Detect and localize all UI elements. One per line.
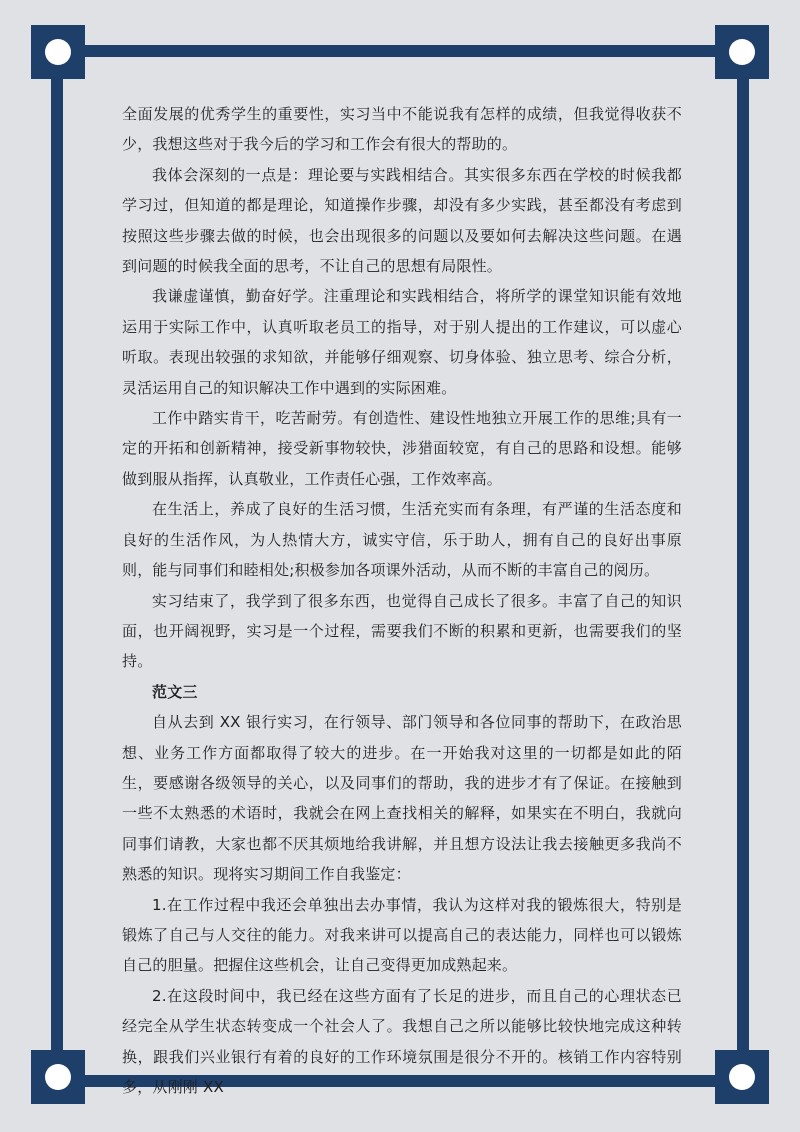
corner-circle-icon — [45, 39, 71, 65]
corner-top-left — [31, 25, 85, 79]
paragraph: 我体会深刻的一点是：理论要与实践相结合。其实很多东西在学校的时候我都学习过，但知道的都是理论，知道操作步骤，却没有多少实践，甚至都没有考虑到按照这些步骤去做的时候，也会出现很多的问题以及要如何去解决这些问题。在遇到问题的时候我全面的思考，不让自己的思想有局限性。 — [122, 165, 682, 276]
corner-bottom-right — [715, 1050, 769, 1104]
frame-left-bar — [51, 55, 63, 1077]
corner-circle-icon — [729, 1064, 755, 1090]
paragraph: 自从去到 XX 银行实习，在行领导、部门领导和各位同事的帮助下，在政治思想、业务工作方面都取得了较大的进步。在一开始我对这里的一切都是如此的陌生，要感谢各级领导的关心，以及同事们的帮助，我的进步才有了保证。在接触到一些不太熟悉的术语时，我就会在网上查找相关的解释，如果实在不明白，我就向同事们请教，大家也都不厌其烦地给我讲解，并且想方设法让我去接触更多我尚不熟悉的知识。现将实习期间工作自我鉴定： — [122, 713, 682, 884]
paragraph: 工作中踏实肯干，吃苦耐劳。有创造性、建设性地独立开展工作的思维;具有一定的开拓和创新精神，接受新事物较快，涉猎面较宽，有自己的思路和设想。能够做到服从指挥，认真敬业，工作责任心强，工作效率高。 — [122, 409, 682, 488]
paragraph: 我谦虚谨慎，勤奋好学。注重理论和实践相结合，将所学的课堂知识能有效地运用于实际工作中，认真听取老员工的指导，对于别人提出的工作建议，可以虚心听取。表现出较强的求知欲，并能够仔细观察、切身体验、独立思考、综合分析，灵活运用自己的知识解决工作中遇到的实际困难。 — [122, 287, 682, 397]
frame-right-bar — [737, 55, 749, 1077]
paragraph: 全面发展的优秀学生的重要性，实习当中不能说我有怎样的成绩，但我觉得收获不少，我想这些对于我今后的学习和工作会有很大的帮助的。 — [122, 105, 682, 154]
paragraph: 1.在工作过程中我还会单独出去办事情，我认为这样对我的锻炼很大，特别是锻炼了自己与人交往的能力。对我来讲可以提高自己的表达能力，同样也可以锻炼自己的胆量。把握住这些机会，让自己变得更加成熟起来。 — [122, 895, 682, 975]
corner-top-right — [715, 25, 769, 79]
section-heading: 范文三 — [152, 682, 198, 701]
frame-top-bar — [57, 45, 743, 57]
paragraph: 实习结束了，我学到了很多东西，也觉得自己成长了很多。丰富了自己的知识面，也开阔视野，实习是一个过程，需要我们不断的积累和更新，也需要我们的坚持。 — [122, 591, 682, 671]
paragraph: 2.在这段时间中，我已经在这些方面有了长足的进步，而且自己的心理状态已经完全从学生状态转变成一个社会人了。我想自己之所以能够比较快地完成这种转换，跟我们兴业银行有着的良好的工作环境氛围是很分不开的。核销工作内容特别多，从刚刚 XX — [122, 986, 682, 1096]
corner-circle-icon — [729, 39, 755, 65]
corner-bottom-left — [31, 1050, 85, 1104]
corner-circle-icon — [45, 1064, 71, 1090]
paragraph: 在生活上，养成了良好的生活习惯，生活充实而有条理，有严谨的生活态度和良好的生活作风，为人热情大方，诚实守信，乐于助人，拥有自己的良好出事原则，能与同事们和睦相处;积极参加各项课外活动，从而不断的丰富自己的阅历。 — [122, 500, 682, 580]
document-body — [122, 99, 682, 1102]
